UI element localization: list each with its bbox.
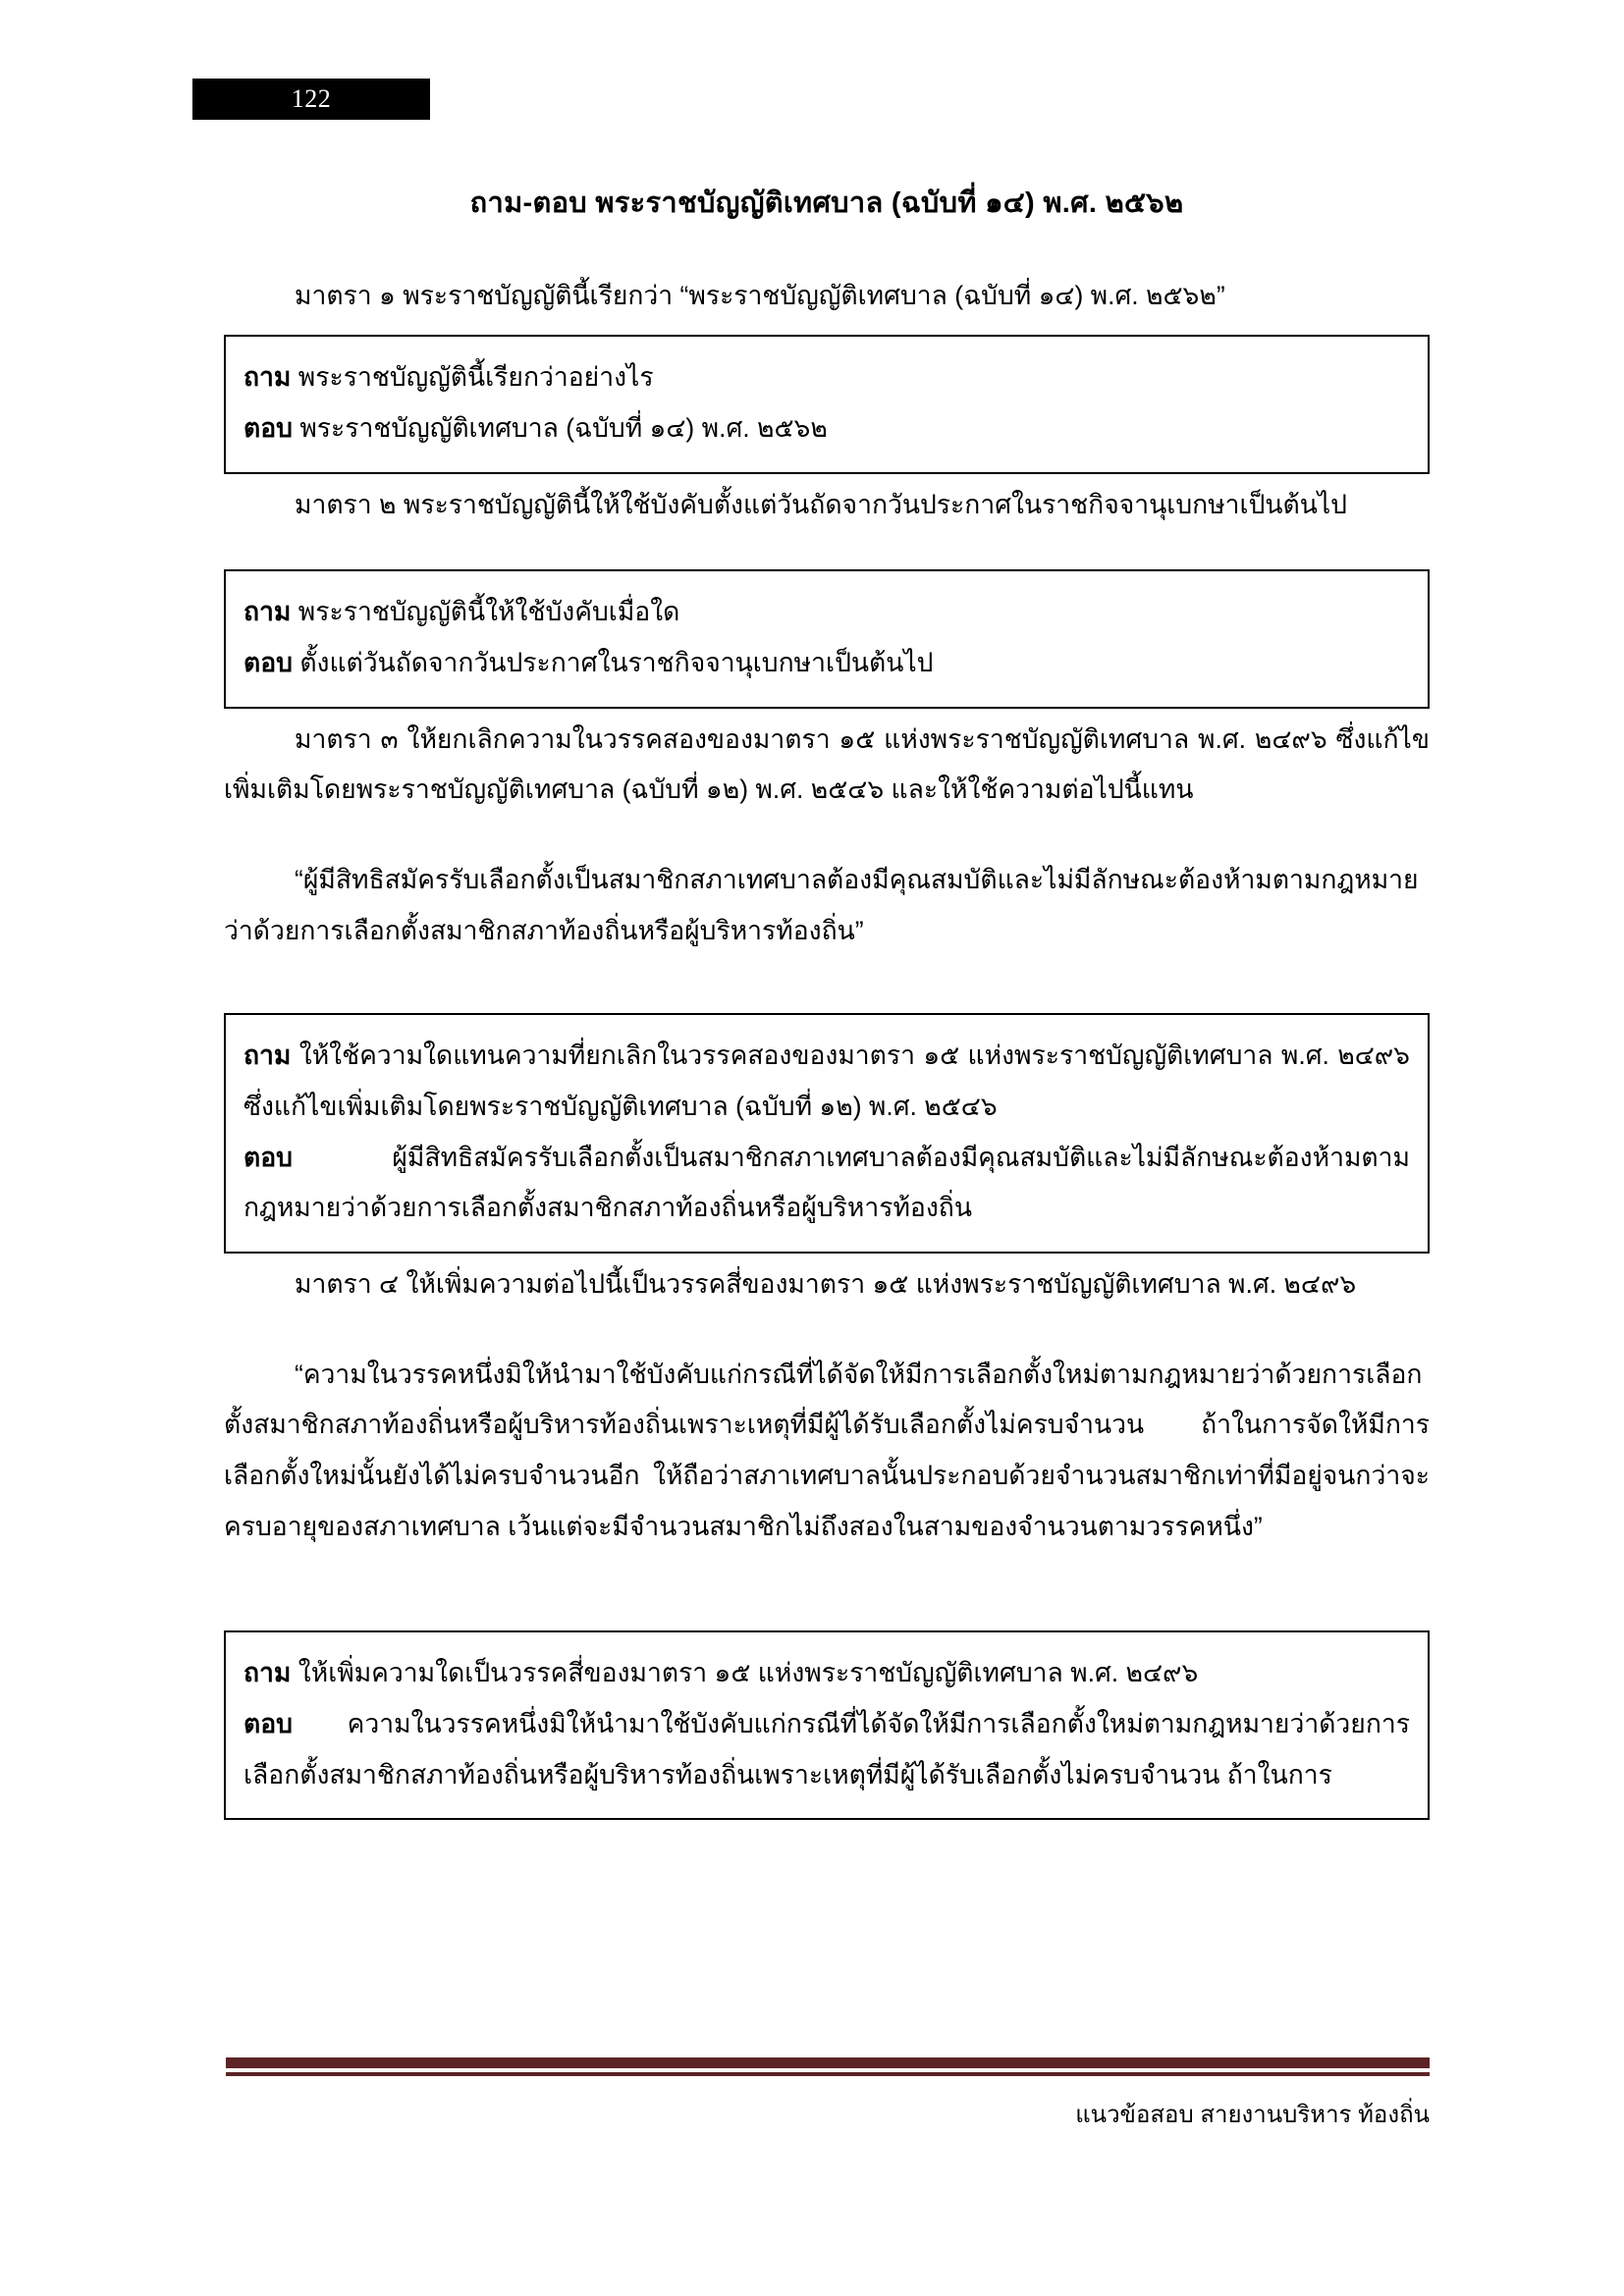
- section-2-paragraph: มาตรา ๒ พระราชบัญญัตินี้ให้ใช้บังคับตั้งแต่วันถัดจากวันประกาศในราชกิจจานุเบกษาเป็นต้นไป: [295, 489, 1348, 519]
- question-text: พระราชบัญญัตินี้เรียกว่าอย่างไร: [298, 362, 654, 393]
- question-label: ถาม: [244, 597, 292, 627]
- qa-box-4: [224, 1630, 1430, 1820]
- footer-text: แนวข้อสอบ สายงานบริหาร ท้องถิ่น: [1075, 2102, 1430, 2128]
- page-title: ถาม-ตอบ พระราชบัญญัติเทศบาล (ฉบับที่ ๑๔) พ.ศ. ๒๕๖๒: [469, 187, 1184, 219]
- page-number-badge: 122: [192, 79, 430, 120]
- answer-label: ตอบ: [244, 412, 293, 443]
- qa-question-line: [244, 352, 1410, 403]
- answer-text: ตั้งแต่วันถัดจากวันประกาศในราชกิจจานุเบกษาเป็นต้นไป: [299, 647, 934, 677]
- qa-answer-line: [244, 638, 1410, 689]
- qa-answer-line: [244, 1699, 1410, 1800]
- section-3-quoted-text: “ผู้มีสิทธิสมัครรับเลือกตั้งเป็นสมาชิกสภาเทศบาลต้องมีคุณสมบัติและไม่มีลักษณะต้องห้ามตามกฎหมายว่าด้วยการเลือกตั้งสมาชิกสภาท้องถิ่นหรือผู้บริหารท้องถิ่น”: [224, 864, 1419, 945]
- qa-answer-line: [244, 1133, 1410, 1234]
- qa-question-line: [244, 1031, 1410, 1132]
- section-1-paragraph: มาตรา ๑ พระราชบัญญัตินี้เรียกว่า “พระราชบัญญัติเทศบาล (ฉบับที่ ๑๔) พ.ศ. ๒๕๖๒”: [295, 280, 1225, 310]
- qa-question-line: [244, 587, 1410, 638]
- question-label: ถาม: [244, 362, 292, 393]
- answer-label: ตอบ: [244, 1142, 293, 1172]
- footer-divider-thin-bar: [226, 2072, 1430, 2076]
- question-label: ถาม: [244, 1658, 292, 1688]
- qa-box-1: [224, 335, 1430, 473]
- question-text: พระราชบัญญัตินี้ให้ใช้บังคับเมื่อใด: [298, 597, 680, 627]
- section-3-paragraph: มาตรา ๓ ให้ยกเลิกความในวรรคสองของมาตรา ๑๕ แห่งพระราชบัญญัติเทศบาล พ.ศ. ๒๔๙๖ ซึ่งแก้ไขเพิ่มเติมโดยพระราชบัญญัติเทศบาล (ฉบับที่ ๑๒) พ.ศ. ๒๕๔๖ และให้ใช้ความต่อไปนี้แทน: [224, 723, 1430, 805]
- section-4-paragraph: มาตรา ๔ ให้เพิ่มความต่อไปนี้เป็นวรรคสี่ของมาตรา ๑๕ แห่งพระราชบัญญัติเทศบาล พ.ศ. ๒๔๙๖: [295, 1268, 1357, 1299]
- question-text: ให้ใช้ความใดแทนความที่ยกเลิกในวรรคสองของมาตรา ๑๕ แห่งพระราชบัญญัติเทศบาล พ.ศ. ๒๔๙๖ ซึ่งแก้ไขเพิ่มเติมโดยพระราชบัญญัติเทศบาล (ฉบับที่ ๑๒) พ.ศ. ๒๕๔๖: [244, 1041, 1410, 1121]
- spacer: [224, 1566, 1430, 1621]
- qa-question-line: [244, 1648, 1410, 1699]
- footer-divider-thick-bar: [226, 2057, 1430, 2068]
- document-content: [224, 183, 1430, 1826]
- spacer: [224, 544, 1430, 560]
- answer-text: พระราชบัญญัติเทศบาล (ฉบับที่ ๑๔) พ.ศ. ๒๕๖๒: [299, 412, 828, 443]
- qa-answer-line: [244, 403, 1410, 454]
- question-label: ถาม: [244, 1041, 292, 1071]
- question-text: ให้เพิ่มความใดเป็นวรรคสี่ของมาตรา ๑๕ แห่งพระราชบัญญัติเทศบาล พ.ศ. ๒๔๙๖: [298, 1658, 1199, 1688]
- qa-box-3: [224, 1013, 1430, 1254]
- qa-box-2: [224, 569, 1430, 708]
- answer-label: ตอบ: [244, 1708, 293, 1738]
- answer-text: ผู้มีสิทธิสมัครรับเลือกตั้งเป็นสมาชิกสภาเทศบาลต้องมีคุณสมบัติและไม่มีลักษณะต้องห้ามตามกฎหมายว่าด้วยการเลือกตั้งสมาชิกสภาท้องถิ่นหรือผู้บริหารท้องถิ่น: [244, 1142, 1410, 1223]
- spacer: [224, 970, 1430, 1003]
- footer-divider: [226, 2057, 1430, 2076]
- section-4-quoted-text: “ความในวรรคหนึ่งมิให้นำมาใช้บังคับแก่กรณีที่ได้จัดให้มีการเลือกตั้งใหม่ตามกฎหมายว่าด้วยการเลือกตั้งสมาชิกสภาท้องถิ่นหรือผู้บริหารท้องถิ่นเพราะเหตุที่มีผู้ได้รับเลือกตั้งไม่ครบจำนวน ถ้าในการจัดให้มีการเลือกตั้งใหม่นั้นยังได้ไม่ครบจำนวนอีก ให้ถือว่าสภาเทศบาลนั้นประกอบด้วยจำนวนสมาชิกเท่าที่มีอยู่จนกว่าจะครบอายุของสภาเทศบาล เว้นแต่จะมีจำนวนสมาชิกไม่ถึงสองในสามของจำนวนตามวรรคหนึ่ง”: [224, 1359, 1430, 1541]
- answer-label: ตอบ: [244, 647, 293, 677]
- answer-text: ความในวรรคหนึ่งมิให้นำมาใช้บังคับแก่กรณีที่ได้จัดให้มีการเลือกตั้งใหม่ตามกฎหมายว่าด้วยการเลือกตั้งสมาชิกสภาท้องถิ่นหรือผู้บริหารท้องถิ่นเพราะเหตุที่มีผู้ได้รับเลือกตั้งไม่ครบจำนวน ถ้าในการ: [244, 1708, 1410, 1789]
